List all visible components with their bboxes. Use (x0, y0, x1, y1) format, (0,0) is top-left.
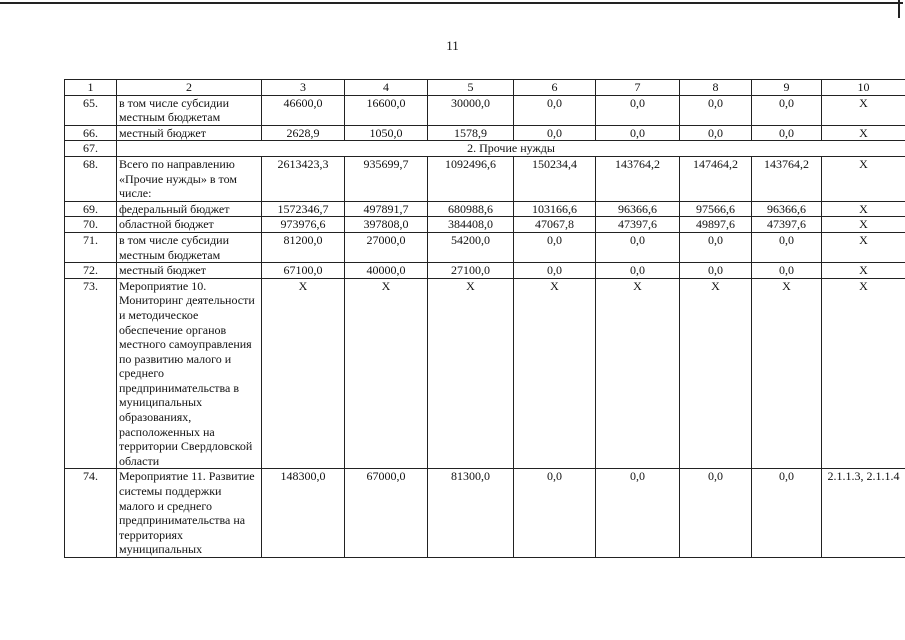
value-cell: 0,0 (596, 125, 680, 141)
value-cell: 103166,6 (514, 201, 596, 217)
row-number-cell: 66. (65, 125, 117, 141)
page-number: 11 (446, 38, 459, 53)
row-name-cell: Мероприятие 10. Мониторинг деятельности и методическое обеспечение органов местного самоуправления по развитию малого и среднего предпринимательства в муниципальных образованиях, расположенных на территории Свердловской области (117, 278, 262, 469)
target-cell: Х (822, 201, 905, 217)
row-name-cell: в том числе субсидии местным бюджетам (117, 232, 262, 262)
value-cell: 2613423,3 (262, 156, 345, 201)
table-header-row (65, 80, 905, 96)
value-cell: 0,0 (752, 469, 822, 558)
row-number-cell: 70. (65, 217, 117, 233)
table-row (65, 125, 905, 141)
value-cell: 49897,6 (680, 217, 752, 233)
row-number-cell: 67. (65, 141, 117, 157)
header-cell: 2 (117, 80, 262, 96)
value-cell: 397808,0 (345, 217, 428, 233)
table-row (65, 263, 905, 279)
value-cell: Х (752, 278, 822, 469)
value-cell: 47397,6 (752, 217, 822, 233)
target-cell: Х (822, 125, 905, 141)
value-cell: 150234,4 (514, 156, 596, 201)
header-cell: 3 (262, 80, 345, 96)
value-cell: 0,0 (680, 95, 752, 125)
value-cell: 47397,6 (596, 217, 680, 233)
value-cell: 1050,0 (345, 125, 428, 141)
row-name-cell: Всего по направлению «Прочие нужды» в том числе: (117, 156, 262, 201)
header-cell: 5 (428, 80, 514, 96)
value-cell: 0,0 (596, 232, 680, 262)
section-row (65, 141, 905, 157)
value-cell: 0,0 (752, 263, 822, 279)
table-row (65, 469, 905, 558)
row-name-cell: местный бюджет (117, 263, 262, 279)
target-cell: Х (822, 95, 905, 125)
budget-table (64, 79, 905, 558)
target-cell: Х (822, 263, 905, 279)
header-cell: 4 (345, 80, 428, 96)
target-cell: Х (822, 156, 905, 201)
corner-border-line (898, 0, 900, 18)
value-cell: Х (514, 278, 596, 469)
value-cell: 1572346,7 (262, 201, 345, 217)
row-number-cell: 73. (65, 278, 117, 469)
value-cell: 0,0 (514, 125, 596, 141)
value-cell: 27100,0 (428, 263, 514, 279)
value-cell: 81200,0 (262, 232, 345, 262)
value-cell: 54200,0 (428, 232, 514, 262)
value-cell: 0,0 (752, 232, 822, 262)
row-name-cell: местный бюджет (117, 125, 262, 141)
table-row (65, 217, 905, 233)
header-cell: 6 (514, 80, 596, 96)
value-cell: 16600,0 (345, 95, 428, 125)
value-cell: 0,0 (596, 469, 680, 558)
value-cell: 2628,9 (262, 125, 345, 141)
table-row (65, 278, 905, 469)
value-cell: 0,0 (680, 469, 752, 558)
value-cell: 30000,0 (428, 95, 514, 125)
value-cell: 143764,2 (596, 156, 680, 201)
value-cell: 81300,0 (428, 469, 514, 558)
value-cell: 96366,6 (596, 201, 680, 217)
value-cell: 0,0 (596, 95, 680, 125)
value-cell: 0,0 (514, 95, 596, 125)
value-cell: 935699,7 (345, 156, 428, 201)
header-cell: 8 (680, 80, 752, 96)
value-cell: 147464,2 (680, 156, 752, 201)
row-number-cell: 65. (65, 95, 117, 125)
row-number-cell: 72. (65, 263, 117, 279)
value-cell: 97566,6 (680, 201, 752, 217)
section-title: 2. Прочие нужды (117, 141, 905, 157)
value-cell: 497891,7 (345, 201, 428, 217)
row-number-cell: 74. (65, 469, 117, 558)
value-cell: Х (345, 278, 428, 469)
value-cell: 384408,0 (428, 217, 514, 233)
value-cell: 148300,0 (262, 469, 345, 558)
header-cell: 9 (752, 80, 822, 96)
value-cell: 96366,6 (752, 201, 822, 217)
value-cell: 0,0 (752, 125, 822, 141)
header-cell: 10 (822, 80, 905, 96)
target-cell: 2.1.1.3, 2.1.1.4 (822, 469, 905, 558)
value-cell: 67000,0 (345, 469, 428, 558)
value-cell: 0,0 (680, 125, 752, 141)
value-cell: 0,0 (514, 469, 596, 558)
value-cell: 27000,0 (345, 232, 428, 262)
value-cell: 67100,0 (262, 263, 345, 279)
target-cell: Х (822, 232, 905, 262)
value-cell: 0,0 (596, 263, 680, 279)
header-cell: 1 (65, 80, 117, 96)
value-cell: 0,0 (680, 263, 752, 279)
value-cell: 143764,2 (752, 156, 822, 201)
row-number-cell: 68. (65, 156, 117, 201)
target-cell: Х (822, 217, 905, 233)
value-cell: 0,0 (514, 232, 596, 262)
value-cell: 680988,6 (428, 201, 514, 217)
row-name-cell: в том числе субсидии местным бюджетам (117, 95, 262, 125)
row-name-cell: Мероприятие 11. Развитие системы поддержки малого и среднего предпринимательства на территориях муниципальных (117, 469, 262, 558)
row-name-cell: областной бюджет (117, 217, 262, 233)
value-cell: 47067,8 (514, 217, 596, 233)
table-row (65, 156, 905, 201)
row-name-cell: федеральный бюджет (117, 201, 262, 217)
value-cell: 1092496,6 (428, 156, 514, 201)
row-number-cell: 71. (65, 232, 117, 262)
table-row (65, 95, 905, 125)
row-number-cell: 69. (65, 201, 117, 217)
top-border-line (0, 2, 903, 4)
target-cell: Х (822, 278, 905, 469)
value-cell: 1578,9 (428, 125, 514, 141)
value-cell: Х (428, 278, 514, 469)
value-cell: 46600,0 (262, 95, 345, 125)
value-cell: Х (680, 278, 752, 469)
value-cell: 0,0 (680, 232, 752, 262)
value-cell: 40000,0 (345, 263, 428, 279)
value-cell: 0,0 (514, 263, 596, 279)
value-cell: Х (262, 278, 345, 469)
value-cell: Х (596, 278, 680, 469)
header-cell: 7 (596, 80, 680, 96)
value-cell: 973976,6 (262, 217, 345, 233)
value-cell: 0,0 (752, 95, 822, 125)
table-row (65, 201, 905, 217)
table-row (65, 232, 905, 262)
